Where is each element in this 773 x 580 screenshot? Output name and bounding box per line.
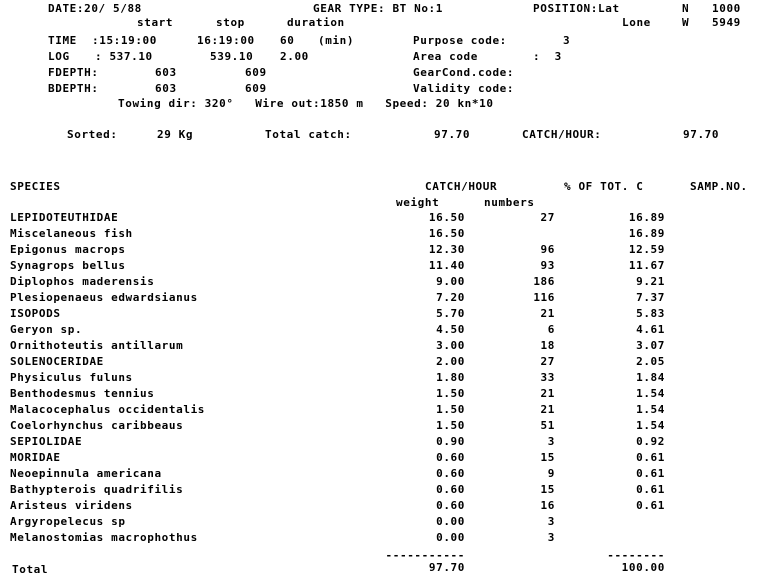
date-field: DATE:20/ 5/88: [48, 2, 142, 15]
percent-value: 12.59: [628, 243, 665, 256]
time-stop: 16:19:00: [197, 34, 255, 47]
latitude-value: 1000: [712, 2, 741, 15]
sorted-value: 29 Kg: [157, 128, 194, 141]
species-name: Coelorhynchus caribbeaus: [10, 419, 184, 432]
percent-value: 0.61: [636, 451, 665, 464]
log-duration: 2.00: [280, 50, 309, 63]
numbers-value: 21: [540, 307, 555, 320]
weight-value: 11.40: [428, 259, 465, 272]
numbers-value: 186: [533, 275, 555, 288]
weight-subheader: weight: [396, 196, 440, 209]
weight-value: 0.60: [436, 499, 465, 512]
weight-value: 5.70: [436, 307, 465, 320]
time-unit: (min): [318, 34, 355, 47]
weight-value: 4.50: [436, 323, 465, 336]
percent-value: 0.61: [636, 467, 665, 480]
species-name: Synagrops bellus: [10, 259, 126, 272]
species-name: Argyropelecus sp: [10, 515, 126, 528]
weight-value: 0.60: [436, 451, 465, 464]
weight-total-rule: -----------: [385, 549, 465, 562]
sorted-label: Sorted:: [67, 128, 118, 141]
species-name: Epigonus macrops: [10, 243, 126, 256]
percent-value: 1.54: [636, 403, 665, 416]
weight-value: 16.50: [428, 227, 465, 240]
position-label: POSITION:Lat: [533, 2, 620, 15]
weight-value: 3.00: [436, 339, 465, 352]
catch-per-hour-value: 97.70: [683, 128, 720, 141]
percent-value: 7.37: [636, 291, 665, 304]
total-weight-value: 97.70: [428, 561, 465, 574]
total-catch-label: Total catch:: [265, 128, 352, 141]
percent-value: 16.89: [628, 211, 665, 224]
species-name: Diplophos maderensis: [10, 275, 155, 288]
weight-value: 1.50: [436, 419, 465, 432]
numbers-value: 15: [540, 451, 555, 464]
species-name: Melanostomias macrophothus: [10, 531, 198, 544]
percent-value: 0.61: [636, 483, 665, 496]
duration-column-label: duration: [287, 16, 345, 29]
numbers-value: 3: [547, 531, 555, 544]
log-stop: 539.10: [210, 50, 254, 63]
percent-value: 2.05: [636, 355, 665, 368]
time-label: TIME: [48, 34, 77, 47]
purpose-code-label: Purpose code:: [413, 34, 507, 47]
percent-value: 4.61: [636, 323, 665, 336]
numbers-value: 16: [540, 499, 555, 512]
percent-value: 3.07: [636, 339, 665, 352]
percent-of-total-column-header: % OF TOT. C: [564, 180, 644, 193]
latitude-hemisphere: N: [682, 2, 690, 15]
percent-value: 1.54: [636, 419, 665, 432]
numbers-value: 116: [533, 291, 555, 304]
species-name: Ornithoteutis antillarum: [10, 339, 184, 352]
numbers-value: 15: [540, 483, 555, 496]
purpose-code-value: 3: [563, 34, 571, 47]
bdepth-label: BDEPTH:: [48, 82, 99, 95]
longitude-hemisphere: W: [682, 16, 690, 29]
numbers-value: 18: [540, 339, 555, 352]
weight-value: 16.50: [428, 211, 465, 224]
species-name: Aristeus viridens: [10, 499, 133, 512]
catch-per-hour-label: CATCH/HOUR:: [522, 128, 602, 141]
numbers-value: 51: [540, 419, 555, 432]
species-name: Plesiopenaeus edwardsianus: [10, 291, 198, 304]
numbers-value: 21: [540, 387, 555, 400]
sample-number-column-header: SAMP.NO.: [690, 180, 748, 193]
log-start: : 537.10: [95, 50, 153, 63]
species-name: Malacocephalus occidentalis: [10, 403, 206, 416]
total-label: Total: [12, 563, 49, 576]
numbers-value: 93: [540, 259, 555, 272]
validity-code-label: Validity code:: [413, 82, 515, 95]
species-name: Miscelaneous fish: [10, 227, 133, 240]
catch-per-hour-column-header: CATCH/HOUR: [425, 180, 498, 193]
numbers-value: 3: [547, 435, 555, 448]
species-name: Bathypterois quadrifilis: [10, 483, 184, 496]
numbers-subheader: numbers: [484, 196, 535, 209]
species-name: LEPIDOTEUTHIDAE: [10, 211, 119, 224]
species-name: SEPIOLIDAE: [10, 435, 83, 448]
percent-value: 0.92: [636, 435, 665, 448]
time-duration: 60: [280, 34, 295, 47]
weight-value: 9.00: [436, 275, 465, 288]
percent-value: 11.67: [628, 259, 665, 272]
species-name: SOLENOCERIDAE: [10, 355, 104, 368]
percent-value: 1.84: [636, 371, 665, 384]
weight-value: 2.00: [436, 355, 465, 368]
fdepth-label: FDEPTH:: [48, 66, 99, 79]
log-label: LOG: [48, 50, 70, 63]
percent-value: 5.83: [636, 307, 665, 320]
species-name: ISOPODS: [10, 307, 61, 320]
longitude-value: 5949: [712, 16, 741, 29]
numbers-value: 96: [540, 243, 555, 256]
time-start: :15:19:00: [92, 34, 158, 47]
numbers-value: 21: [540, 403, 555, 416]
weight-value: 1.50: [436, 403, 465, 416]
numbers-value: 6: [547, 323, 555, 336]
weight-value: 0.60: [436, 483, 465, 496]
fdepth-start: 603: [155, 66, 177, 79]
weight-value: 1.50: [436, 387, 465, 400]
total-percent-value: 100.00: [621, 561, 665, 574]
start-column-label: start: [137, 16, 174, 29]
weight-value: 0.00: [436, 531, 465, 544]
numbers-value: 9: [547, 467, 555, 480]
longitude-label: Lone: [622, 16, 651, 29]
towing-info-line: Towing dir: 320° Wire out:1850 m Speed: 20 kn*10: [118, 97, 494, 110]
stop-column-label: stop: [216, 16, 245, 29]
area-code-value: : 3: [533, 50, 562, 63]
numbers-value: 27: [540, 211, 555, 224]
fdepth-stop: 609: [245, 66, 267, 79]
area-code-label: Area code: [413, 50, 479, 63]
percent-value: 16.89: [628, 227, 665, 240]
weight-value: 0.90: [436, 435, 465, 448]
species-name: Neoepinnula americana: [10, 467, 162, 480]
species-name: MORIDAE: [10, 451, 61, 464]
gear-type-field: GEAR TYPE: BT No:1: [313, 2, 444, 15]
species-name: Physiculus fuluns: [10, 371, 133, 384]
gear-condition-label: GearCond.code:: [413, 66, 515, 79]
species-column-header: SPECIES: [10, 180, 61, 193]
weight-value: 1.80: [436, 371, 465, 384]
weight-value: 12.30: [428, 243, 465, 256]
numbers-value: 33: [540, 371, 555, 384]
numbers-value: 27: [540, 355, 555, 368]
percent-value: 0.61: [636, 499, 665, 512]
numbers-value: 3: [547, 515, 555, 528]
species-name: Benthodesmus tennius: [10, 387, 155, 400]
bdepth-start: 603: [155, 82, 177, 95]
percent-total-rule: --------: [607, 549, 665, 562]
total-catch-value: 97.70: [434, 128, 471, 141]
weight-value: 7.20: [436, 291, 465, 304]
species-name: Geryon sp.: [10, 323, 83, 336]
percent-value: 1.54: [636, 387, 665, 400]
weight-value: 0.00: [436, 515, 465, 528]
percent-value: 9.21: [636, 275, 665, 288]
bdepth-stop: 609: [245, 82, 267, 95]
weight-value: 0.60: [436, 467, 465, 480]
